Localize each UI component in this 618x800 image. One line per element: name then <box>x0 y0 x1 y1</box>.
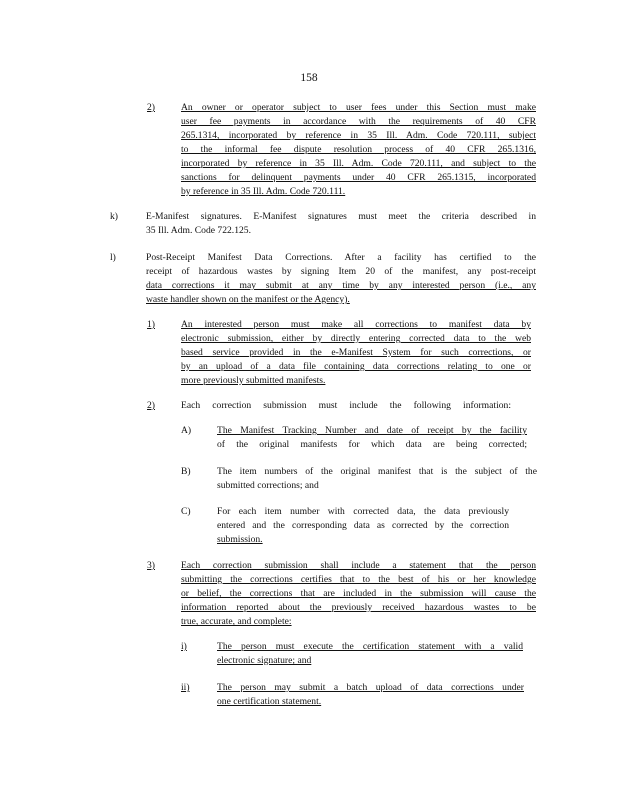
item-l3-text <box>181 559 536 629</box>
item-k-text <box>146 210 536 238</box>
text-line: submission. <box>217 534 263 545</box>
item-ii-label: ii) <box>181 682 190 693</box>
item-C-text <box>217 505 509 547</box>
item-i-text <box>217 640 523 668</box>
text-line: user fee payments in accordance with the requirements of 40 CFR <box>181 116 536 127</box>
text-line: entered and the corresponding data as corrected by the correction <box>217 520 509 531</box>
item-l2-text <box>181 399 511 413</box>
item-l2-label: 2) <box>147 400 155 411</box>
item-2-text <box>181 101 536 199</box>
page-number: 158 <box>300 72 318 84</box>
item-B-text <box>217 465 537 493</box>
text-line: Each correction submission shall include a statement that the person <box>181 560 536 571</box>
text-line: The person may submit a batch upload of data corrections under <box>217 682 524 693</box>
text-line: true, accurate, and complete: <box>181 616 292 627</box>
item-C-label: C) <box>181 506 191 517</box>
text-line: of the original manifests for which data are being corrected; <box>217 439 527 450</box>
item-k-label: k) <box>110 211 118 222</box>
item-A-label: A) <box>181 425 192 436</box>
text-line: by an upload of a data file containing data corrections relating to one or <box>181 361 531 372</box>
item-l1-text <box>181 318 531 388</box>
text-line: electronic submission, either by directly entering corrected data to the web <box>181 333 531 344</box>
text-line: Each correction submission must include the following information: <box>181 400 511 411</box>
text-line: more previously submitted manifests. <box>181 375 326 386</box>
text-line: An interested person must make all corrections to manifest data by <box>181 319 531 330</box>
item-l-label: l) <box>110 252 116 263</box>
text-line: data corrections it may submit at any time by any interested person (i.e., any <box>146 280 536 291</box>
text-line: waste handler shown on the manifest or the Agency). <box>146 294 350 305</box>
text-line: incorporated by reference in 35 Ill. Adm. Code 720.111, and subject to the <box>181 158 536 169</box>
text-line: E-Manifest signatures. E-Manifest signatures must meet the criteria described in <box>146 211 536 222</box>
item-i-label: i) <box>181 641 187 652</box>
text-line: receipt of hazardous wastes by signing Item 20 of the manifest, any post-receipt <box>146 266 536 277</box>
text-line: The person must execute the certification statement with a valid <box>217 641 523 652</box>
text-line: For each item number with corrected data, the data previously <box>217 506 509 517</box>
text-line: Post-Receipt Manifest Data Corrections. After a facility has certified to the <box>146 252 536 263</box>
text-line: An owner or operator subject to user fees under this Section must make <box>181 102 536 113</box>
text-line: 265.1314, incorporated by reference in 35 Ill. Adm. Code 720.111, subject <box>181 130 536 141</box>
item-l-text <box>146 251 536 307</box>
item-B-label: B) <box>181 466 191 477</box>
text-line: sanctions for delinquent payments under 40 CFR 265.1315, incorporated <box>181 172 536 183</box>
text-line: 35 Ill. Adm. Code 722.125. <box>146 225 251 236</box>
text-line: by reference in 35 Ill. Adm. Code 720.111. <box>181 186 346 197</box>
item-A-text <box>217 424 527 452</box>
text-line: submitted corrections; and <box>217 480 319 491</box>
text-line: or belief, the corrections that are included in the submission will cause the <box>181 588 536 599</box>
item-2-label: 2) <box>147 102 155 113</box>
text-line: one certification statement. <box>217 696 322 707</box>
text-line: The item numbers of the original manifest that is the subject of the <box>217 466 537 477</box>
item-l1-label: 1) <box>147 319 155 330</box>
item-ii-text <box>217 681 524 709</box>
text-line: submitting the corrections certifies that to the best of his or her knowledge <box>181 574 536 585</box>
item-l3-label: 3) <box>147 560 155 571</box>
text-line: electronic signature; and <box>217 655 312 666</box>
text-line: based service provided in the e-Manifest System for such corrections, or <box>181 347 531 358</box>
text-line: The Manifest Tracking Number and date of receipt by the facility <box>217 425 527 436</box>
text-line: information reported about the previously received hazardous wastes to be <box>181 602 536 613</box>
text-line: to the informal fee dispute resolution process of 40 CFR 265.1316, <box>181 144 536 155</box>
